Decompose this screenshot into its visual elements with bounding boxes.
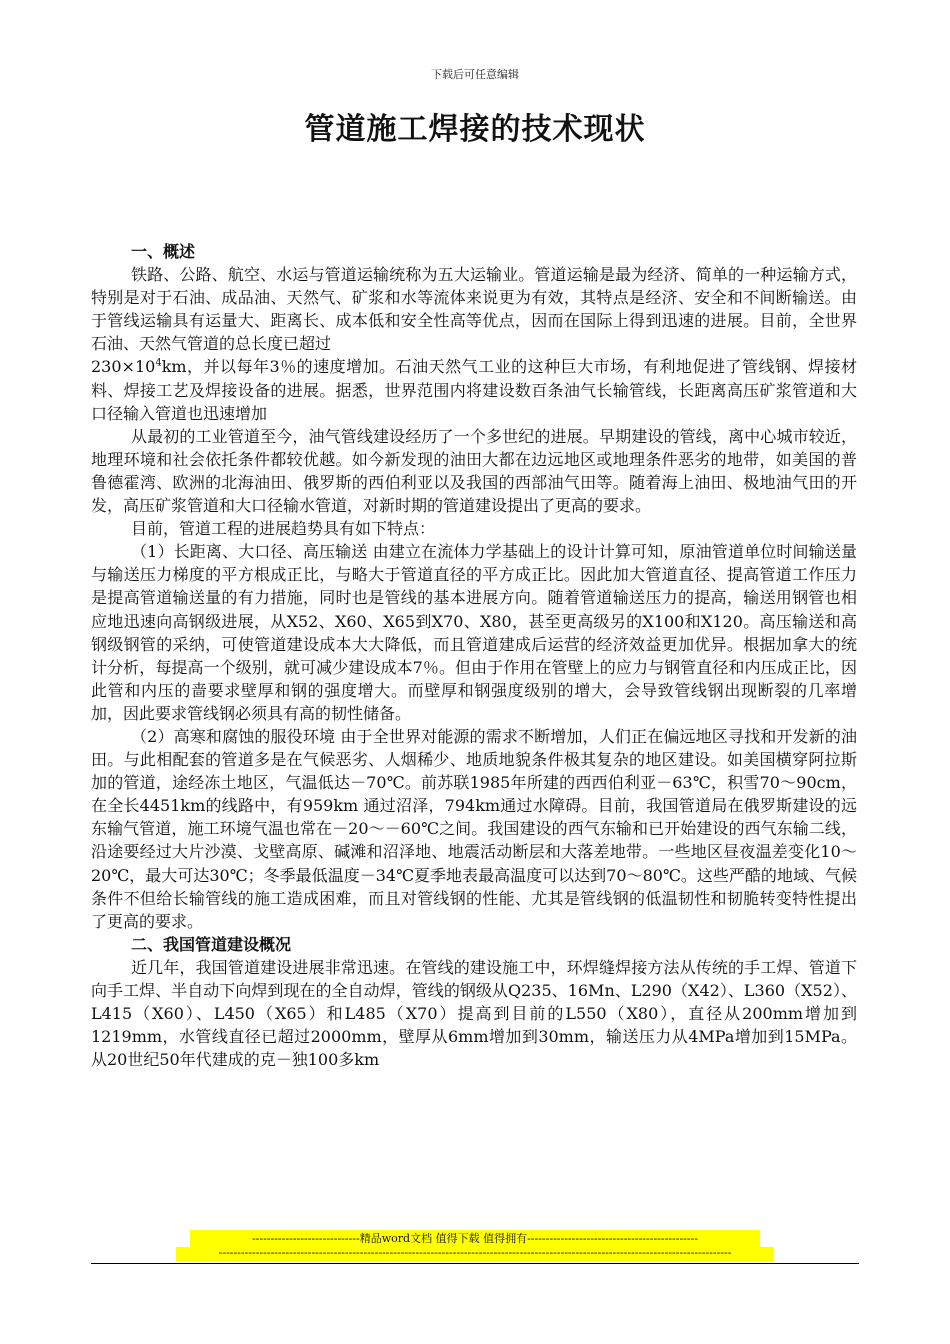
- paragraph-1-continuation: km，并以每年3％的速度增加。石油天然气工业的这种巨大市场，有利地促进了管线钢、焊接材料、焊接工艺及焊接设备的进展。据悉，世界范围内将建设数百条油气长输管线，长距离高压矿浆管道和大口径输入管道也迅速增加: [91, 357, 857, 423]
- footer-dashes: ------------------------------------------------------------------------------------------------------------------------------------------: [176, 1247, 774, 1261]
- paragraph-1-number: 230×10: [91, 357, 156, 377]
- paragraph-5: （2）高寒和腐蚀的服役环境 由于全世界对能源的需求不断增加，人们正在偏远地区寻找和开发新的油田。与此相配套的管道多是在气候恶劣、人烟稀少、地质地貌条件极其复杂的地区建设。如美国横穿阿拉斯加的管道，途经冻土地区，气温低达－70℃。前苏联1985年所建的西西伯利亚－63℃，积雪70～90cm，在全长4451km的线路中，有959km 通过沼泽，794km通过水障碍。目前，我国管道局在俄罗斯建设的远东输气管道，施工环境气温也常在－20～－60℃之间。我国建设的西气东输和已开始建设的西气东输二线，沿途要经过大片沙漠、戈壁高原、碱滩和沼泽地、地震活动断层和大落差地带。一些地区昼夜温差变化10～20℃，最大可达30℃；冬季最低温度－34℃夏季地表最高温度可以达到70～80℃。这些严酷的地域、气候条件不但给长输管线的施工造成困难，而且对管线钢的性能、尤其是管线钢的低温韧性和韧脆转变特性提出了更高的要求。: [91, 726, 857, 931]
- section-heading-overview: 一、概述: [131, 242, 196, 261]
- paragraph-3: 目前，管道工程的进展趋势具有如下特点：: [131, 519, 436, 539]
- paragraph-1-text: 铁路、公路、航空、水运与管道运输统称为五大运输业。管道运输是最为经济、简单的一种运输方式，特别是对于石油、成品油、天然气、矿浆和水等流体来说更为有效，其特点是经济、安全和不间断输送。由于管线运输具有运量大、距离长、成本低和安全性高等优点，因而在国际上得到迅速的进展。目前，全世界石油、天然气管道的总长度已超过: [91, 265, 857, 354]
- footer-banner: -----------------------------精品word文档 值得下载 值得拥有----------------------------------------------: [190, 1230, 760, 1247]
- document-body: [91, 240, 857, 1071]
- paragraph-1: [91, 263, 857, 425]
- paragraph-6: 近几年，我国管道建设进展非常迅速。在管线的建设施工中，环焊缝焊接方法从传统的手工焊、管道下向手工焊、半自动下向焊到现在的全自动焊，管线的钢级从Q235、16Mn、L290（X42）、L360（X52）、L415（X60）、L450（X65）和L485（X70）提高到目前的L550（X80），直径从200mm增加到1219mm，水管线直径已超过2000mm，壁厚从6mm增加到30mm，输送压力从4MPa增加到15MPa。从20世纪50年代建成的克－独100多km: [91, 957, 857, 1070]
- footer-divider: [91, 1263, 859, 1264]
- paragraph-4: （1）长距离、大口径、高压输送 由建立在流体力学基础上的设计计算可知，原油管道单位时间输送量与输送压力梯度的平方根成正比，与略大于管道直径的平方成正比。因此加大管道直径、提高管道工作压力是提高管道输送量的有力措施，同时也是管线的基本进展方向。随着管道输送压力的提高，输送用钢管也相应地迅速向高钢级进展，从X52、X60、X65到X70、X80，甚至更高级另的X100和X120。高压输送和高钢级钢管的采纳，可使管道建设成本大大降低，而且管道建成后运营的经济效益更加优异。根据加拿大的统计分析，每提高一个级别，就可减少建设成本7％。但由于作用在管壁上的应力与钢管直径和内压成正比，因此管和内压的啬要求壁厚和钢的强度增大。而壁厚和钢强度级别的增大，会导致管线钢出现断裂的几率增加，因此要求管线钢必须具有高的韧性储备。: [91, 542, 857, 723]
- paragraph-2: 从最初的工业管道至今，油气管线建设经历了一个多世纪的进展。早期建设的管线，离中心城市较近，地理环境和社会依托条件都较优越。如今新发现的油田大都在边远地区或地理条件恶劣的地带，如美国的普鲁德霍湾、欧洲的北海油田、俄罗斯的西伯利亚以及我国的西部油气田等。随着海上油田、极地油气田的开发，高压矿浆管道和大口径输水管道，对新时期的管道建设提出了更高的要求。: [91, 426, 857, 516]
- document-title: 管道施工焊接的技术现状: [304, 112, 646, 147]
- paragraph-1-superscript: 4: [155, 358, 162, 370]
- header-note: 下载后可任意编辑: [431, 68, 519, 81]
- section-heading-china-pipeline: 二、我国管道建设概况: [131, 934, 292, 954]
